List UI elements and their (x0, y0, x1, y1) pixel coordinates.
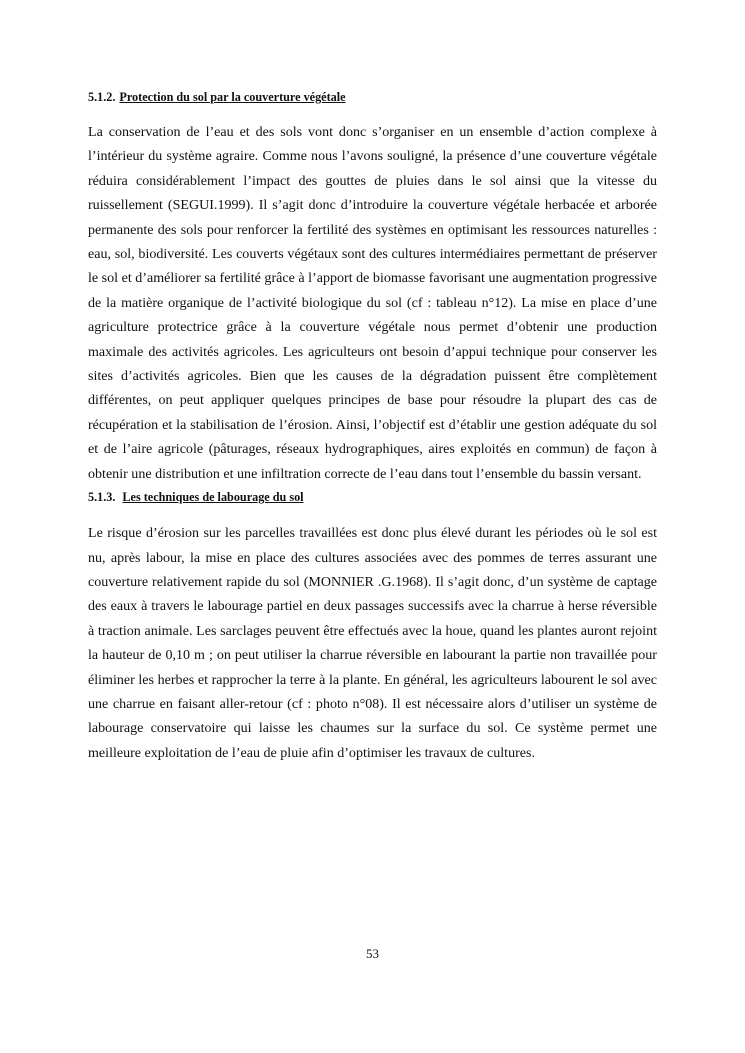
section-heading-5-1-3 (88, 486, 657, 508)
section-paragraph-5-1-3: Le risque d’érosion sur les parcelles travaillées est donc plus élevé durant les périodes où le sol est nu, après labour, la mise en place des cultures associées avec des pommes de terres assurant une couverture relativement rapide du sol (MONNIER .G.1968). Il s’agit donc, d’un système de captage des eaux à travers le labourage partiel en deux passages successifs avec la charrue à herse réversible à traction animale. Les sarclages peuvent être effectués avec la houe, quand les plantes auront rejoint la hauteur de 0,10 m ; on peut utiliser la charrue réversible en labourant la partie non travaillée pour éliminer les herbes et rapprocher la terre à la plante. En général, les agriculteurs labourent le sol avec une charrue en faisant aller-retour (cf : photo n°08). Il est nécessaire alors d’utiliser un système de labourage conservatoire qui laisse les chaumes sur la surface du sol. Ce système permet une meilleure exploitation de l’eau de pluie afin d’optimiser les travaux de cultures. (88, 525, 657, 761)
section-number: 5.1.3. (88, 490, 116, 505)
document-body (88, 86, 657, 765)
page-number: 53 (366, 946, 379, 961)
section-number: 5.1.2. (88, 90, 116, 104)
section-heading-5-1-2 (88, 86, 657, 108)
section-paragraph-5-1-2: La conservation de l’eau et des sols vont donc s’organiser en un ensemble d’action complexe à l’intérieur du système agraire. Comme nous l’avons souligné, la présence d’une couverture végétale réduira considérablement l’impact des gouttes de pluies dans le sol ainsi que la vitesse du ruissellement (SEGUI.1999). Il s’agit donc d’introduire la couverture végétale herbacée et arborée permanente des sols pour renforcer la fertilité des systèmes en optimisant les ressources naturelles : eau, sol, biodiversité. Les couverts végétaux sont des cultures intermédiaires permettant de préserver le sol et d’améliorer sa fertilité grâce à l’apport de biomasse favorisant une augmentation progressive de la matière organique de l’activité biologique du sol (cf : tableau n°12). La mise en place d’une agriculture protectrice grâce à la couverture végétale nous permet d’obtenir une production maximale des activités agricoles. Les agriculteurs ont besoin d’appui technique pour conserver les sites d’activités agricoles. Bien que les causes de la dégradation puissent être complètement différentes, on peut appliquer quelques principes de base pour résoudre la plupart des cas de récupération et la stabilisation de l’érosion. Ainsi, l’objectif est d’établir une gestion adéquate du sol et de l’aire agricole (pâturages, réseaux hydrographiques, aires exploités en commun) de façon à obtenir une distribution et une infiltration correcte de l’eau dans tout l’ensemble du bassin versant. (88, 124, 657, 482)
section-title: Protection du sol par la couverture végétale (119, 90, 346, 104)
section-title: Les techniques de labourage du sol (122, 490, 304, 505)
